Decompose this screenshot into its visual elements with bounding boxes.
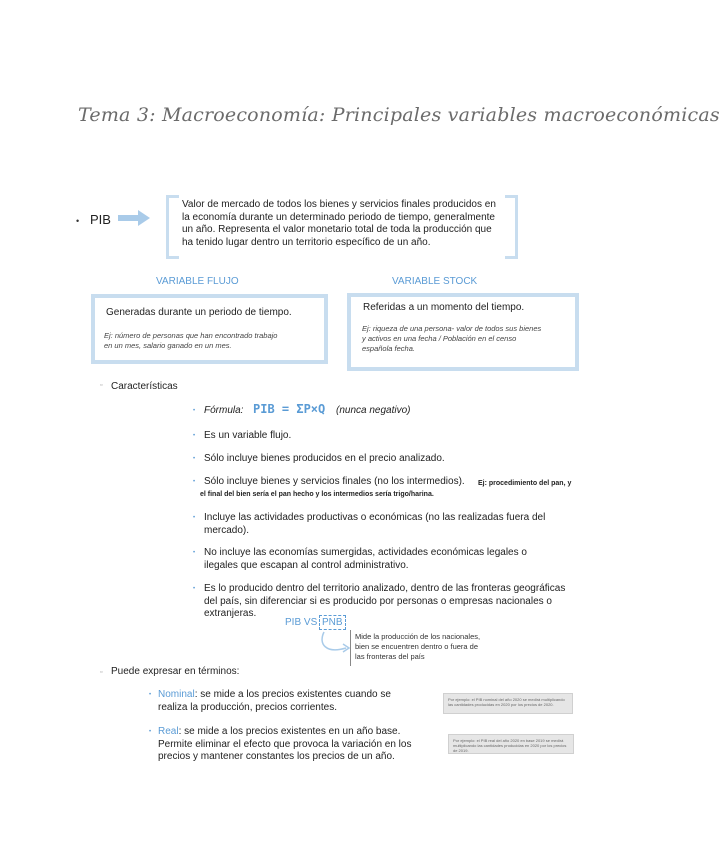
bullet: • xyxy=(193,515,196,521)
bullet: • xyxy=(193,408,196,414)
stock-text: Referidas a un momento del tiempo. xyxy=(363,302,525,313)
arrow-right-icon xyxy=(118,215,140,221)
item-finales: Sólo incluye bienes y servicios finales (no los intermedios). xyxy=(204,476,465,487)
stock-heading: VARIABLE STOCK xyxy=(392,276,478,287)
bullet: • xyxy=(149,692,152,698)
item-sumergidas: No incluye las economías sumergidas, actividades económicas legales o ilegales que escapan al control administrativo. xyxy=(204,547,527,571)
terminos-heading: Puede expresar en términos: xyxy=(111,666,240,677)
real-item: Real: se mide a los precios existentes en un año base. Permite eliminar el efecto que provoca la variación en los precios y mantener constantes los precios de un año. xyxy=(158,726,412,762)
nominal-label: Nominal xyxy=(158,689,195,700)
bullet: • xyxy=(193,550,196,556)
caracteristicas-heading: Características xyxy=(111,381,178,392)
item-actividades: Incluye las actividades productivas o económicas (no las realizadas fuera del mercado). xyxy=(204,512,546,536)
bullet: • xyxy=(193,479,196,485)
item-precio: Sólo incluye bienes producidos en el precio analizado. xyxy=(204,453,445,464)
bullet: • xyxy=(193,433,196,439)
pib-bullet: • xyxy=(76,216,80,226)
formula-note: (nunca negativo) xyxy=(336,405,411,416)
page-title: Tema 3: Macroeconomía: Principales variables macroeconómicas xyxy=(78,104,720,126)
item-flujo: Es un variable flujo. xyxy=(204,430,292,441)
item-finales-note-b: el final del bien sería el pan hecho y los intermedios sería trigo/harina. xyxy=(200,491,434,498)
bullet: • xyxy=(149,729,152,735)
arrow-head-icon xyxy=(138,210,150,226)
flujo-box xyxy=(91,294,328,364)
real-label: Real xyxy=(158,726,179,737)
terminos-bullet: ▫ xyxy=(100,669,103,676)
stock-example: Ej: riqueza de una persona- valor de todos sus bienes y activos en una fecha / Población en el censo española fecha. xyxy=(362,324,542,353)
item-finales-note-a: Ej: procedimiento del pan, y xyxy=(478,480,572,487)
pnb-note: Mide la producción de los nacionales, bien se encuentren dentro o fuera de las fronteras del país xyxy=(355,632,481,661)
pnb-label: PNB xyxy=(319,615,346,630)
bullet: • xyxy=(193,586,196,592)
pnb-note-divider xyxy=(350,630,351,666)
nominal-item: Nominal: se mide a los precios existentes cuando se realiza la producción, precios corrientes. xyxy=(158,689,391,713)
pib-vs-label: PIB VS xyxy=(285,617,318,628)
flujo-heading: VARIABLE FLUJO xyxy=(156,276,239,287)
formula-label: Fórmula: xyxy=(204,405,244,416)
item-territorio: Es lo producido dentro del territorio analizado, dentro de las fronteras geográficas del país, sin diferenciar si es producido por personas o empresas nacionales o extranjeras. xyxy=(204,583,566,619)
real-example-image: Por ejemplo: el PIB real del año 2020 en base 2019 se medirá multiplicando las cantidades producidas en 2020 por los precios de 2019. xyxy=(448,734,574,754)
caracteristicas-bullet: ▫ xyxy=(100,382,103,389)
pib-definition: Valor de mercado de todos los bienes y servicios finales producidos en la economía durante un determinado periodo de tiempo, generalmente un año. Representa el valor monetario total de toda la producción que ha tenido lugar dentro un territorio específico de un año. xyxy=(182,199,496,248)
nominal-example-image: Por ejemplo: el PIB nominal del año 2020 se medirá multiplicando las cantidades producidas en 2020 por los precios de 2020. xyxy=(443,693,573,714)
flujo-example: Ej: número de personas que han encontrado trabajo en un mes, salario ganado en un mes. xyxy=(104,331,278,350)
formula-value: PIB = ΣP×Q xyxy=(253,402,326,416)
pib-label: PIB xyxy=(90,212,111,227)
flujo-text: Generadas durante un periodo de tiempo. xyxy=(106,307,292,318)
definition-bracket-left xyxy=(166,195,179,259)
bullet: • xyxy=(193,456,196,462)
